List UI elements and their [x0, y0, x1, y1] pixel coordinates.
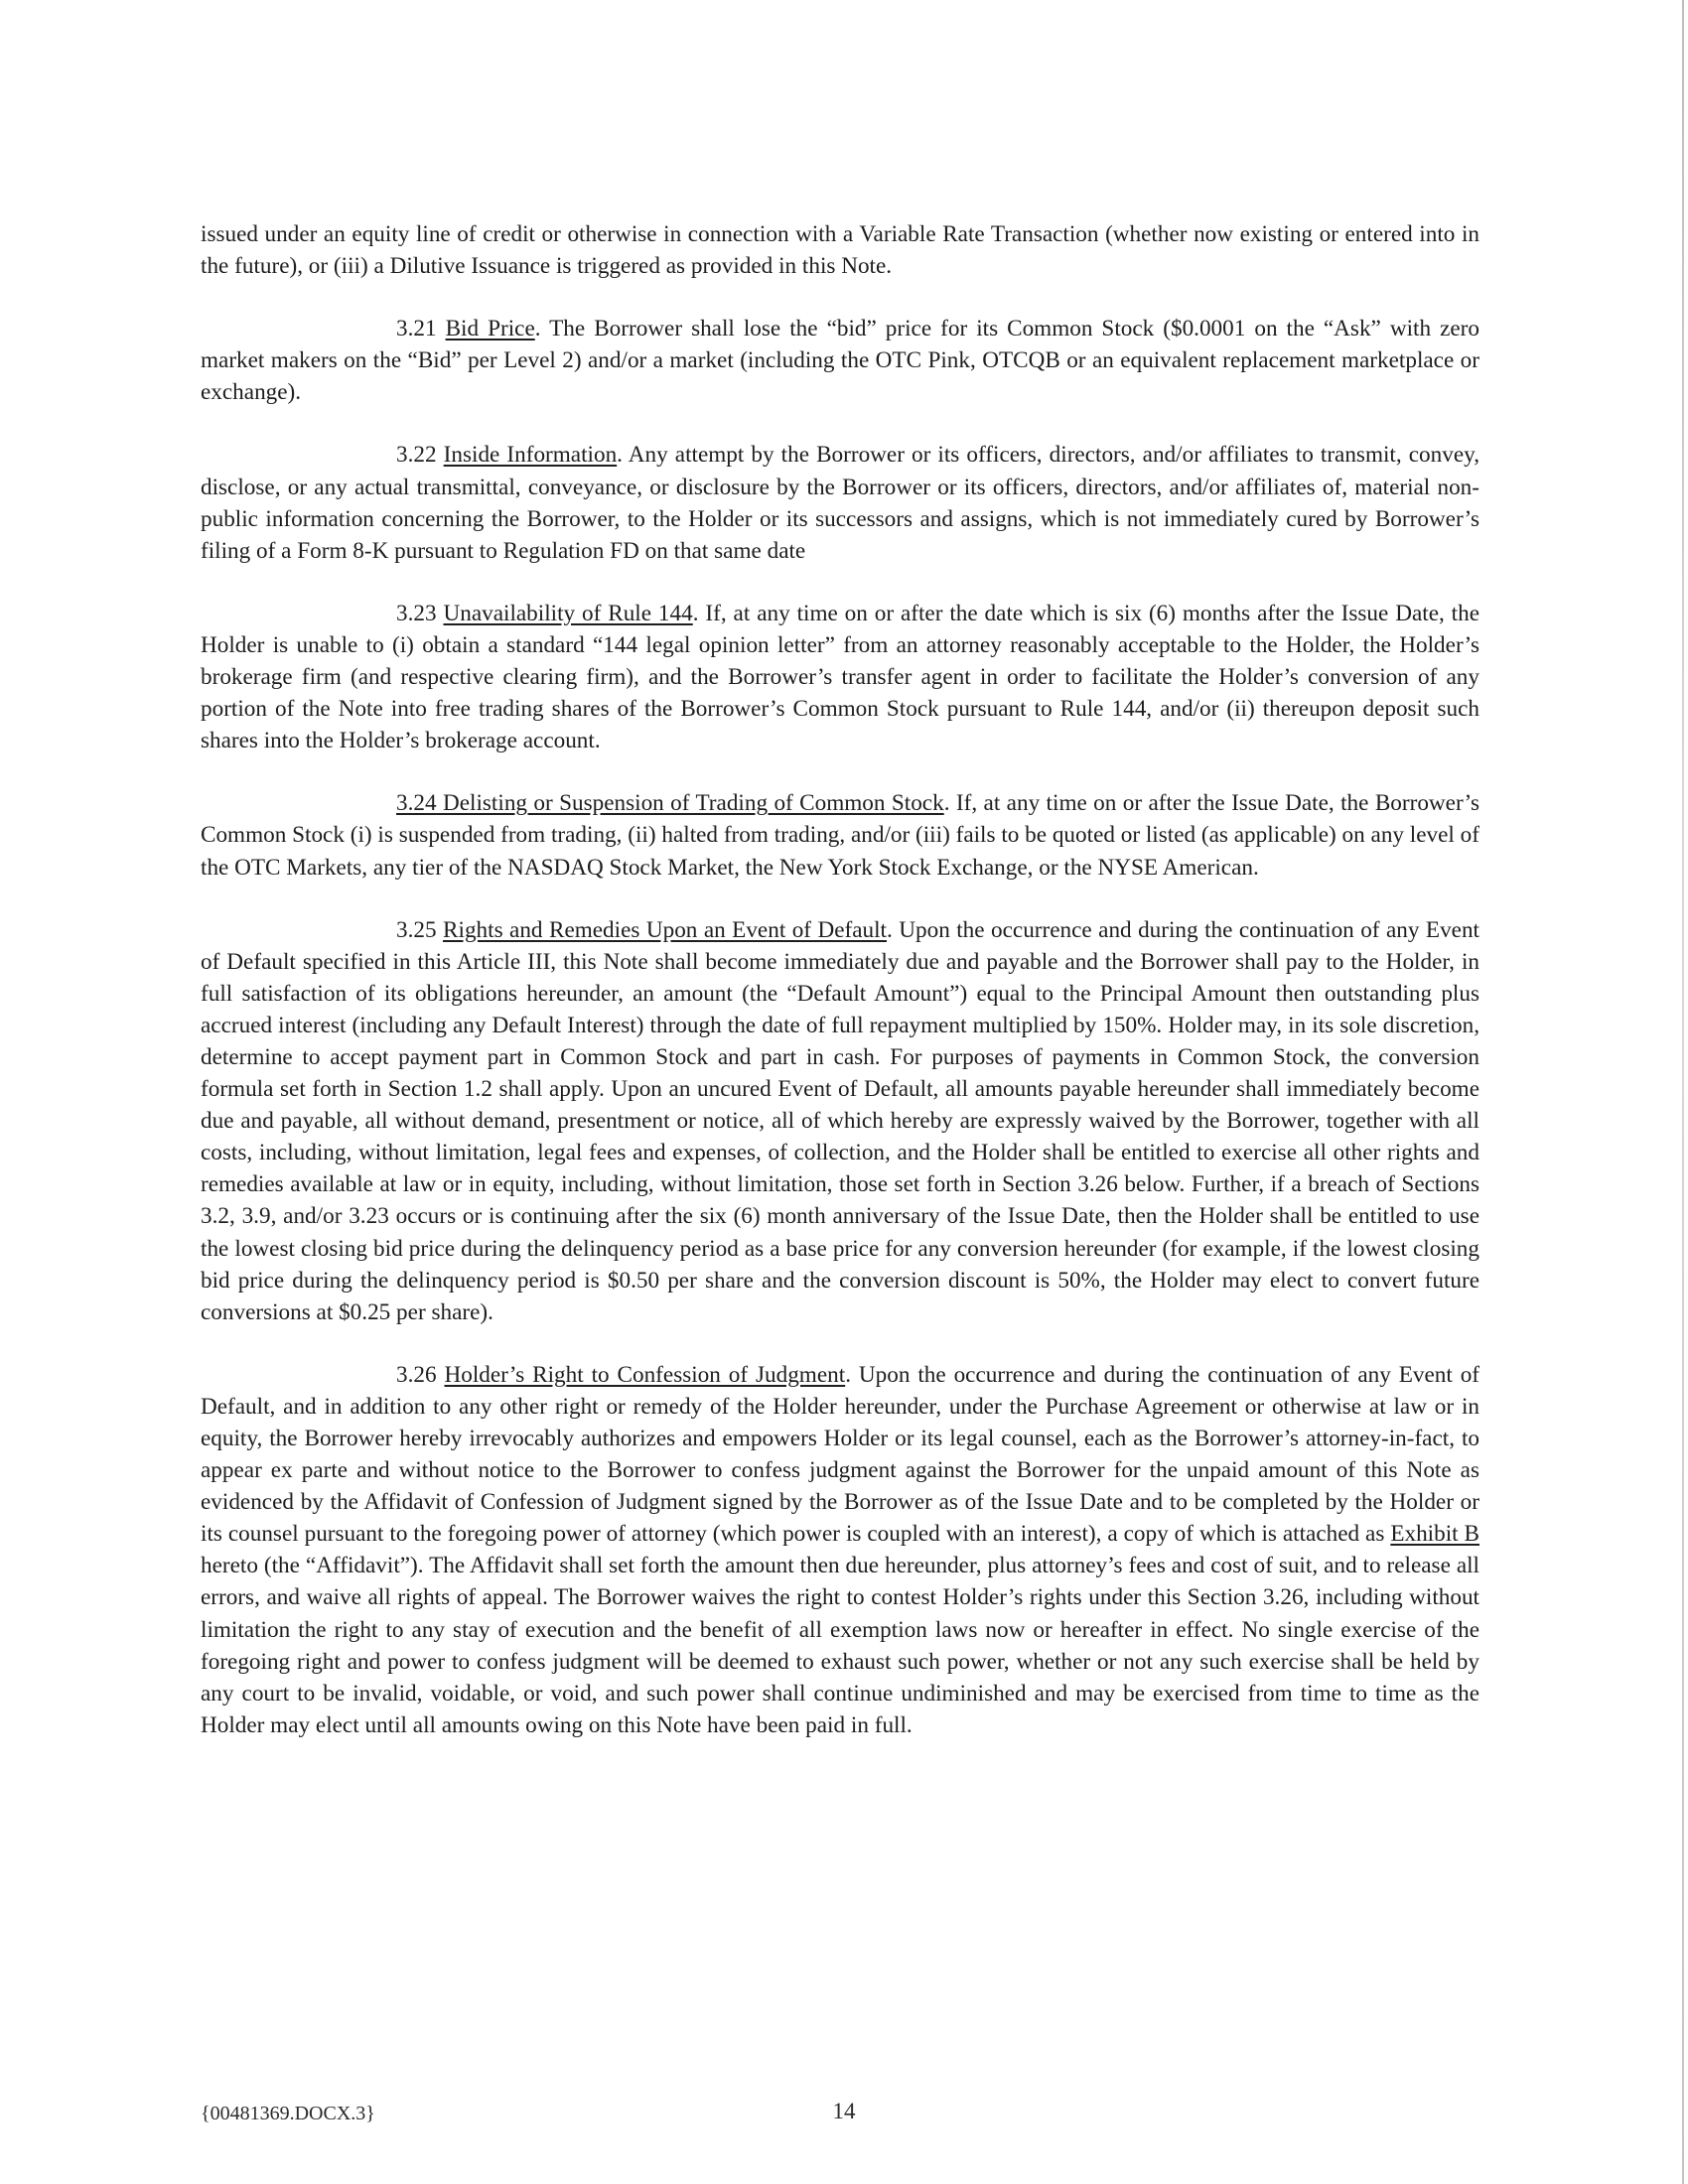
section-number: 3.24 — [396, 790, 437, 817]
section-3-25: 3.25 Rights and Remedies Upon an Event of Default. Upon the occurrence and during the continuation of any Event of Default specified in this Article III, this Note shall become immediately due and payable and the Borrower shall pay to the Holder, in full satisfaction of its obligations hereunder, an amount (the “Default Amount”) equal to the Principal Amount then outstanding plus accrued interest (including any Default Interest) through the date of full repayment multiplied by 150%. Holder may, in its sole discretion, determine to accept payment part in Common Stock and part in cash. For purposes of payments in Common Stock, the conversion formula set forth in Section 1.2 shall apply. Upon an uncured Event of Default, all amounts payable hereunder shall immediately become due and payable, all without demand, presentment or notice, all of which hereby are expressly waived by the Borrower, together with all costs, including, without limitation, legal fees and expenses, of collection, and the Holder shall be entitled to exercise all other rights and remedies available at law or in equity, including, without limitation, those set forth in Section 3.26 below. Further, if a breach of Sections 3.2, 3.9, and/or 3.23 occurs or is continuing after the six (6) month anniversary of the Issue Date, then the Holder shall be entitled to use the lowest closing bid price during the delinquency period as a base price for any conversion hereunder (for example, if the lowest closing bid price during the delinquency period is $0.50 per share and the conversion discount is 50%, the Holder may elect to convert future conversions at $0.25 per share). — [201, 916, 1479, 1325]
section-number: 3.26 — [396, 1361, 437, 1388]
page-number: 14 — [832, 2099, 856, 2123]
section-heading: Holder’s Right to Confession of Judgment — [444, 1361, 846, 1388]
section-number: 3.21 — [396, 316, 437, 342]
scan-edge-line — [1682, 0, 1684, 2184]
section-number: 3.23 — [396, 600, 437, 626]
section-heading: Bid Price — [445, 316, 535, 342]
section-text: If, at any time on or after the Issue Date, the Borrower’s Common Stock (i) is suspended from trading, (ii) halted from trading, and/or (iii) fails to be quoted or listed (as applicable) on any level of the OTC Markets, any tier of the NASDAQ Stock Market, the New York Stock Exchange, or the NYSE American. — [201, 790, 1480, 881]
section-text: Any attempt by the Borrower or its officers, directors, and/or affiliates to transmit, convey, disclose, or any actual transmittal, conveyance, or disclosure by the Borrower or its officers, directors, and/or affiliates of, material non-public information concerning the Borrower, to the Holder or its successors and assigns, which is not immediately cured by Borrower’s filing of a Form 8-K pursuant to Regulation FD on that same date — [201, 442, 1479, 564]
section-3-21: 3.21 Bid Price. The Borrower shall lose the “bid” price for its Common Stock ($0.0001 on the “Ask” with zero market makers on the “Bid” per Level 2) and/or a market (including the OTC Pink, OTCQB or an equivalent replacement marketplace or exchange). — [201, 316, 1479, 406]
section-number: 3.25 — [396, 916, 437, 943]
section-3-23: 3.23 Unavailability of Rule 144. If, at any time on or after the date which is six (6) months after the Issue Date, the Holder is unable to (i) obtain a standard “144 legal opinion letter” from an attorney reasonably acceptable to the Holder, the Holder’s brokerage firm (and respective clearing firm), and the Borrower’s transfer agent in order to facilitate the Holder’s conversion of any portion of the Note into free trading shares of the Borrower’s Common Stock pursuant to Rule 144, and/or (ii) thereupon deposit such shares into the Holder’s brokerage account. — [201, 600, 1480, 754]
section-text-continued: hereto (the “Affidavit”). The Affidavit shall set forth the amount then due hereunder, plus attorney’s fees and cost of suit, and to release all errors, and waive all rights of appeal. The Borrower waives the right to contest Holder’s rights under this Section 3.26, including without limitation the right to any stay of execution and the benefit of all exemption laws now or hereafter in effect. No single exercise of the foregoing right and power to confess judgment will be deemed to exhaust such power, whether or not any such exercise shall be held by any court to be invalid, voidable, or void, and such power shall continue undiminished and may be exercised from time to time as the Holder may elect until all amounts owing on this Note have been paid in full. — [201, 1553, 1479, 1738]
paragraph-text: issued under an equity line of credit or otherwise in connection with a Variable Rate Transaction (whether now existing or entered into in the future), or (iii) a Dilutive Issuance is triggered as provided in this Note. — [201, 221, 1479, 280]
exhibit-b-reference: Exhibit B — [1390, 1521, 1479, 1548]
footer-document-id: {00481369.DOCX.3} — [201, 2103, 375, 2124]
paragraph-continued — [201, 218, 1479, 282]
section-text: If, at any time on or after the date which is six (6) months after the Issue Date, the Holder is unable to (i) obtain a standard “144 legal opinion letter” from an attorney reasonably acceptable to the Holder, the Holder’s brokerage firm (and respective clearing firm), and the Borrower’s transfer agent in order to facilitate the Holder’s conversion of any portion of the Note into free trading shares of the Borrower’s Common Stock pursuant to Rule 144, and/or (ii) thereupon deposit such shares into the Holder’s brokerage account. — [201, 600, 1480, 754]
section-heading: Delisting or Suspension of Trading of Common Stock — [442, 790, 944, 817]
section-3-24: 3.24 Delisting or Suspension of Trading of Common Stock. If, at any time on or after the Issue Date, the Borrower’s Common Stock (i) is suspended from trading, (ii) halted from trading, and/or (iii) fails to be quoted or listed (as applicable) on any level of the OTC Markets, any tier of the NASDAQ Stock Market, the New York Stock Exchange, or the NYSE American. — [201, 790, 1480, 881]
document-body — [201, 218, 1479, 1772]
section-text: The Borrower shall lose the “bid” price for its Common Stock ($0.0001 on the “Ask” with zero market makers on the “Bid” per Level 2) and/or a market (including the OTC Pink, OTCQB or an equivalent replacement marketplace or exchange). — [201, 316, 1479, 406]
section-heading: Inside Information — [443, 442, 618, 469]
section-3-26: 3.26 Holder’s Right to Confession of Judgment. Upon the occurrence and during the continuation of any Event of Default, and in addition to any other right or remedy of the Holder hereunder, under the Purchase Agreement or otherwise at law or in equity, the Borrower hereby irrevocably authorizes and empowers Holder or its legal counsel, each as the Borrower’s attorney-in-fact, to appear ex parte and without notice to the Borrower to confess judgment against the Borrower for the unpaid amount of this Note as evidenced by the Affidavit of Confession of Judgment signed by the Borrower as of the Issue Date and to be completed by the Holder or its counsel pursuant to the foregoing power of attorney (which power is coupled with an interest), a copy of which is attached as Exhibit B hereto (the “Affidavit”). The Affidavit shall set forth the amount then due hereunder, plus attorney’s fees and cost of suit, and to release all errors, and waive all rights of appeal. The Borrower waives the right to contest Holder’s rights under this Section 3.26, including without limitation the right to any stay of execution and the benefit of all exemption laws now or hereafter in effect. No single exercise of the foregoing right and power to confess judgment will be deemed to exhaust such power, whether or not any such exercise shall be held by any court to be invalid, voidable, or void, and such power shall continue undiminished and may be exercised from time to time as the Holder may elect until all amounts owing on this Note have been paid in full. — [201, 1361, 1480, 1738]
section-number: 3.22 — [396, 442, 437, 469]
section-3-22: 3.22 Inside Information. Any attempt by the Borrower or its officers, directors, and/or affiliates to transmit, convey, disclose, or any actual transmittal, conveyance, or disclosure by the Borrower or its officers, directors, and/or affiliates of, material non-public information concerning the Borrower, to the Holder or its successors and assigns, which is not immediately cured by Borrower’s filing of a Form 8-K pursuant to Regulation FD on that same date — [201, 442, 1479, 564]
section-heading: Rights and Remedies Upon an Event of Default — [443, 916, 888, 943]
section-text: Upon the occurrence and during the continuation of any Event of Default specified in this Article III, this Note shall become immediately due and payable and the Borrower shall pay to the Holder, in full satisfaction of its obligations hereunder, an amount (the “Default Amount”) equal to the Principal Amount then outstanding plus accrued interest (including any Default Interest) through the date of full repayment multiplied by 150%. Holder may, in its sole discretion, determine to accept payment part in Common Stock and part in cash. For purposes of payments in Common Stock, the conversion formula set forth in Section 1.2 shall apply. Upon an uncured Event of Default, all amounts payable hereunder shall immediately become due and payable, all without demand, presentment or notice, all of which hereby are expressly waived by the Borrower, together with all costs, including, without limitation, legal fees and expenses, of collection, and the Holder shall be entitled to exercise all other rights and remedies available at law or in equity, including, without limitation, those set forth in Section 3.26 below. Further, if a breach of Sections 3.2, 3.9, and/or 3.23 occurs or is continuing after the six (6) month anniversary of the Issue Date, then the Holder shall be entitled to use the lowest closing bid price during the delinquency period as a base price for any conversion hereunder (for example, if the lowest closing bid price during the delinquency period is $0.50 per share and the conversion discount is 50%, the Holder may elect to convert future conversions at $0.25 per share). — [201, 916, 1479, 1325]
section-heading: Unavailability of Rule 144 — [443, 600, 693, 626]
section-text: Upon the occurrence and during the continuation of any Event of Default, and in addition to any other right or remedy of the Holder hereunder, under the Purchase Agreement or otherwise at law or in equity, the Borrower hereby irrevocably authorizes and empowers Holder or its legal counsel, each as the Borrower’s attorney-in-fact, to appear ex parte and without notice to the Borrower to confess judgment against the Borrower for the unpaid amount of this Note as evidenced by the Affidavit of Confession of Judgment signed by the Borrower as of the Issue Date and to be completed by the Holder or its counsel pursuant to the foregoing power of attorney (which power is coupled with an interest), a copy of which is attached as — [201, 1361, 1480, 1548]
